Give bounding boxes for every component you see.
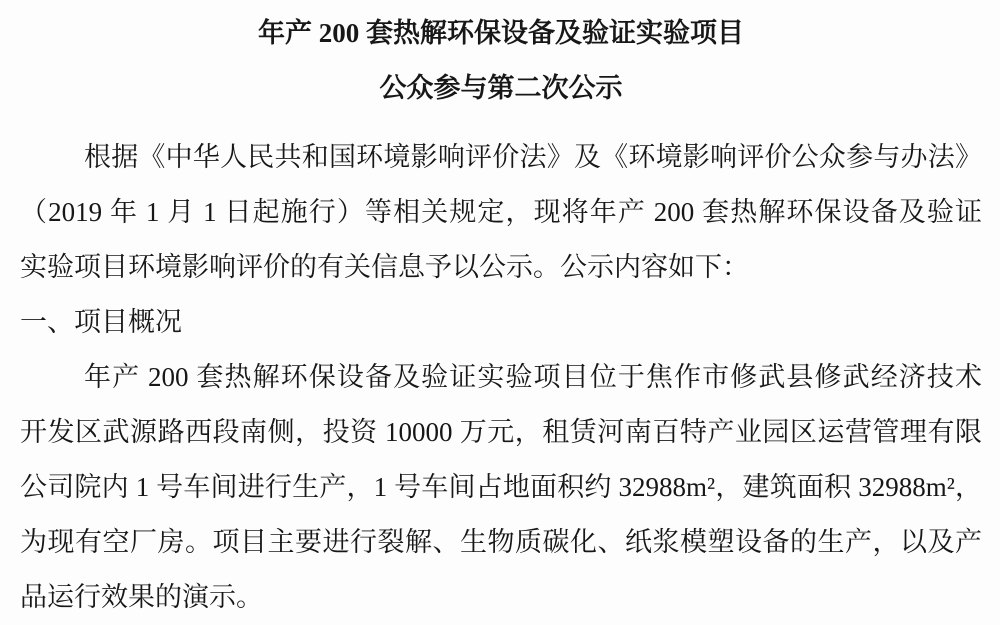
intro-paragraph — [20, 130, 982, 295]
text-line: 公司院内 1 号车间进行生产，1 号车间占地面积约 32988m²，建筑面积 32988m²， — [20, 472, 982, 502]
text-line: 公众参与第二次公示 — [379, 73, 623, 103]
section-heading-project-overview: 一、项目概况 — [20, 307, 182, 337]
text-line: 年产 200 套热解环保设备及验证实验项目 — [258, 18, 744, 48]
text-line: 根据《中华人民共和国环境影响评价法》及《环境影响评价公众参与办法》 — [84, 142, 982, 172]
document-title — [20, 6, 982, 116]
text-line: 开发区武源路西段南侧，投资 10000 万元，租赁河南百特产业园区运营管理有限 — [20, 417, 982, 447]
text-line: 品运行效果的演示。 — [20, 582, 263, 612]
text-line: （2019 年 1 月 1 日起施行）等相关规定，现将年产 200 套热解环保设备及验证 — [20, 197, 982, 227]
text-line: 年产 200 套热解环保设备及验证实验项目位于焦作市修武县修武经济技术 — [84, 362, 982, 392]
project-overview-paragraph — [20, 350, 982, 625]
text-line: 为现有空厂房。项目主要进行裂解、生物质碳化、纸浆模塑设备的生产，以及产 — [20, 527, 982, 557]
text-line: 实验项目环境影响评价的有关信息予以公示。公示内容如下： — [20, 252, 749, 282]
